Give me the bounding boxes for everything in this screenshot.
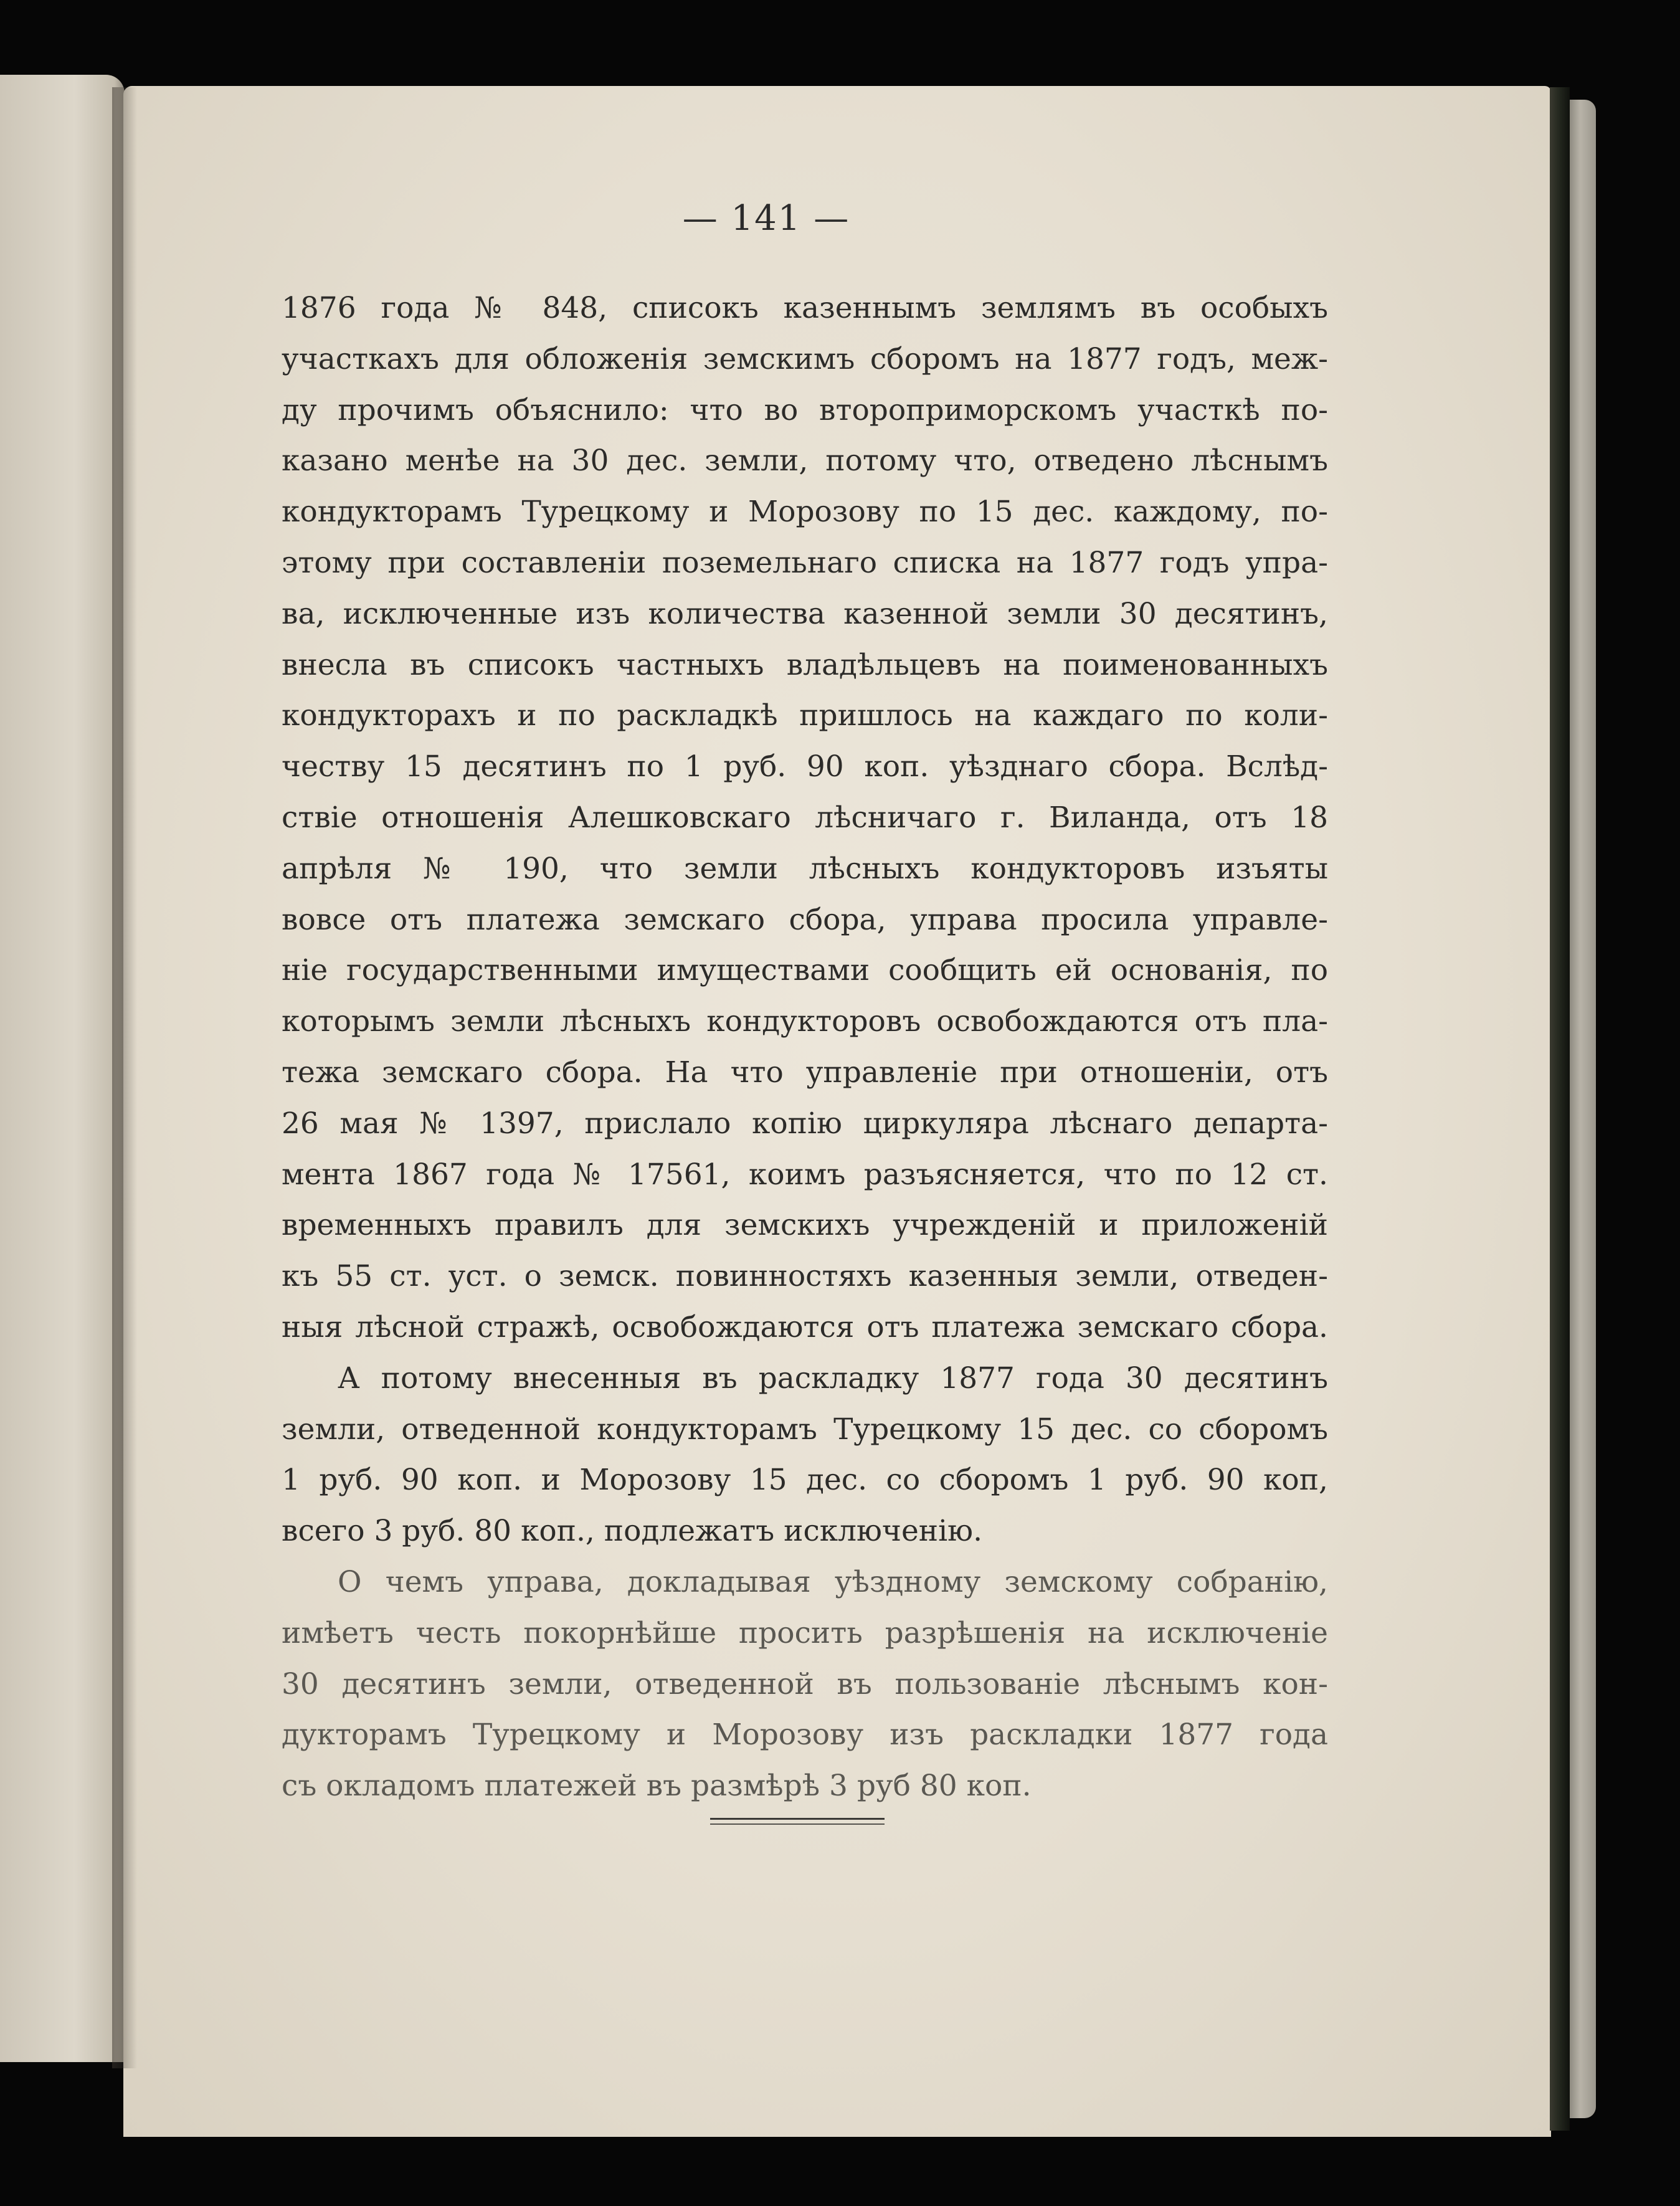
page-edge-light — [1570, 100, 1596, 2118]
text-line: съ окладомъ платежей въ размѣрѣ 3 руб 80 коп. — [282, 1769, 1032, 1804]
text-line: 30 десятинъ земли, отведенной въ пользованіе лѣснымъ кон- — [282, 1666, 1328, 1701]
text-line: честву 15 десятинъ по 1 руб. 90 коп. уѣзднаго сбора. Вслѣд- — [282, 749, 1328, 784]
body-text — [282, 283, 1328, 1812]
text-line: этому при составленіи поземельнаго списка на 1877 годъ упра- — [282, 545, 1328, 580]
text-line: мента 1867 года № 17561, коимъ разъясняется, что по 12 ст. — [282, 1157, 1328, 1192]
text-line: внесла въ списокъ частныхъ владѣльцевъ на поименованныхъ — [282, 647, 1328, 682]
text-line: тежа земскаго сбора. На что управленіе при отношеніи, отъ — [282, 1055, 1328, 1090]
text-line: 1876 года № 848, списокъ казеннымъ землямъ въ особыхъ — [282, 291, 1328, 325]
text-line: 26 мая № 1397, прислало копію циркуляра лѣснаго департа- — [282, 1106, 1328, 1141]
page-edge-dark — [1550, 87, 1570, 2131]
text-line: О чемъ управа, докладывая уѣздному земскому собранію, — [338, 1564, 1328, 1599]
text-line: ду прочимъ объяснило: что во второприморскомъ участкѣ по- — [282, 392, 1328, 427]
text-line: апрѣля № 190, что земли лѣсныхъ кондукторовъ изъяты — [282, 851, 1328, 886]
page-number: — 141 — — [682, 198, 850, 239]
text-line: дукторамъ Турецкому и Морозову изъ раскладки 1877 года — [282, 1718, 1328, 1752]
gutter-shadow — [112, 87, 137, 2068]
left-page-edge — [0, 75, 125, 2062]
text-line: вовсе отъ платежа земскаго сбора, управа просила управле- — [282, 902, 1328, 937]
text-line: ныя лѣсной стражѣ, освобождаются отъ платежа земскаго сбора. — [282, 1310, 1328, 1344]
text-line: А потому внесенныя въ раскладку 1877 года 30 десятинъ — [338, 1361, 1328, 1395]
text-line: ва, исключенные изъ количества казенной земли 30 десятинъ, — [282, 596, 1328, 631]
paragraph-2 — [282, 1353, 1328, 1557]
text-line: которымъ земли лѣсныхъ кондукторовъ освобождаются отъ пла- — [282, 1004, 1328, 1039]
text-line: казано менѣе на 30 дес. земли, потому что, отведено лѣснымъ — [282, 444, 1328, 478]
text-line: къ 55 ст. уст. о земск. повинностяхъ казенныя земли, отведен- — [282, 1259, 1328, 1294]
paragraph-3 — [282, 1557, 1328, 1812]
text-line: участкахъ для обложенія земскимъ сборомъ на 1877 годъ, меж- — [282, 341, 1328, 376]
text-line: всего 3 руб. 80 коп., подлежатъ исключенію. — [282, 1514, 983, 1549]
text-line: кондукторахъ и по раскладкѣ пришлось на каждаго по коли- — [282, 698, 1328, 733]
text-line: ствіе отношенія Алешковскаго лѣсничаго г. Виланда, отъ 18 — [282, 800, 1328, 835]
end-rule — [710, 1818, 885, 1820]
text-line: 1 руб. 90 коп. и Морозову 15 дес. со сборомъ 1 руб. 90 коп, — [282, 1463, 1328, 1498]
text-line: земли, отведенной кондукторамъ Турецкому 15 дес. со сборомъ — [282, 1412, 1328, 1447]
text-line: ніе государственными имуществами сообщить ей основанія, по — [282, 953, 1328, 988]
text-line: кондукторамъ Турецкому и Морозову по 15 дес. каждому, по- — [282, 495, 1328, 530]
paragraph-1 — [282, 283, 1328, 1353]
text-line: имѣетъ честь покорнѣйше просить разрѣшенія на исключеніе — [282, 1615, 1328, 1650]
text-line: временныхъ правилъ для земскихъ учрежденій и приложеній — [282, 1208, 1328, 1243]
